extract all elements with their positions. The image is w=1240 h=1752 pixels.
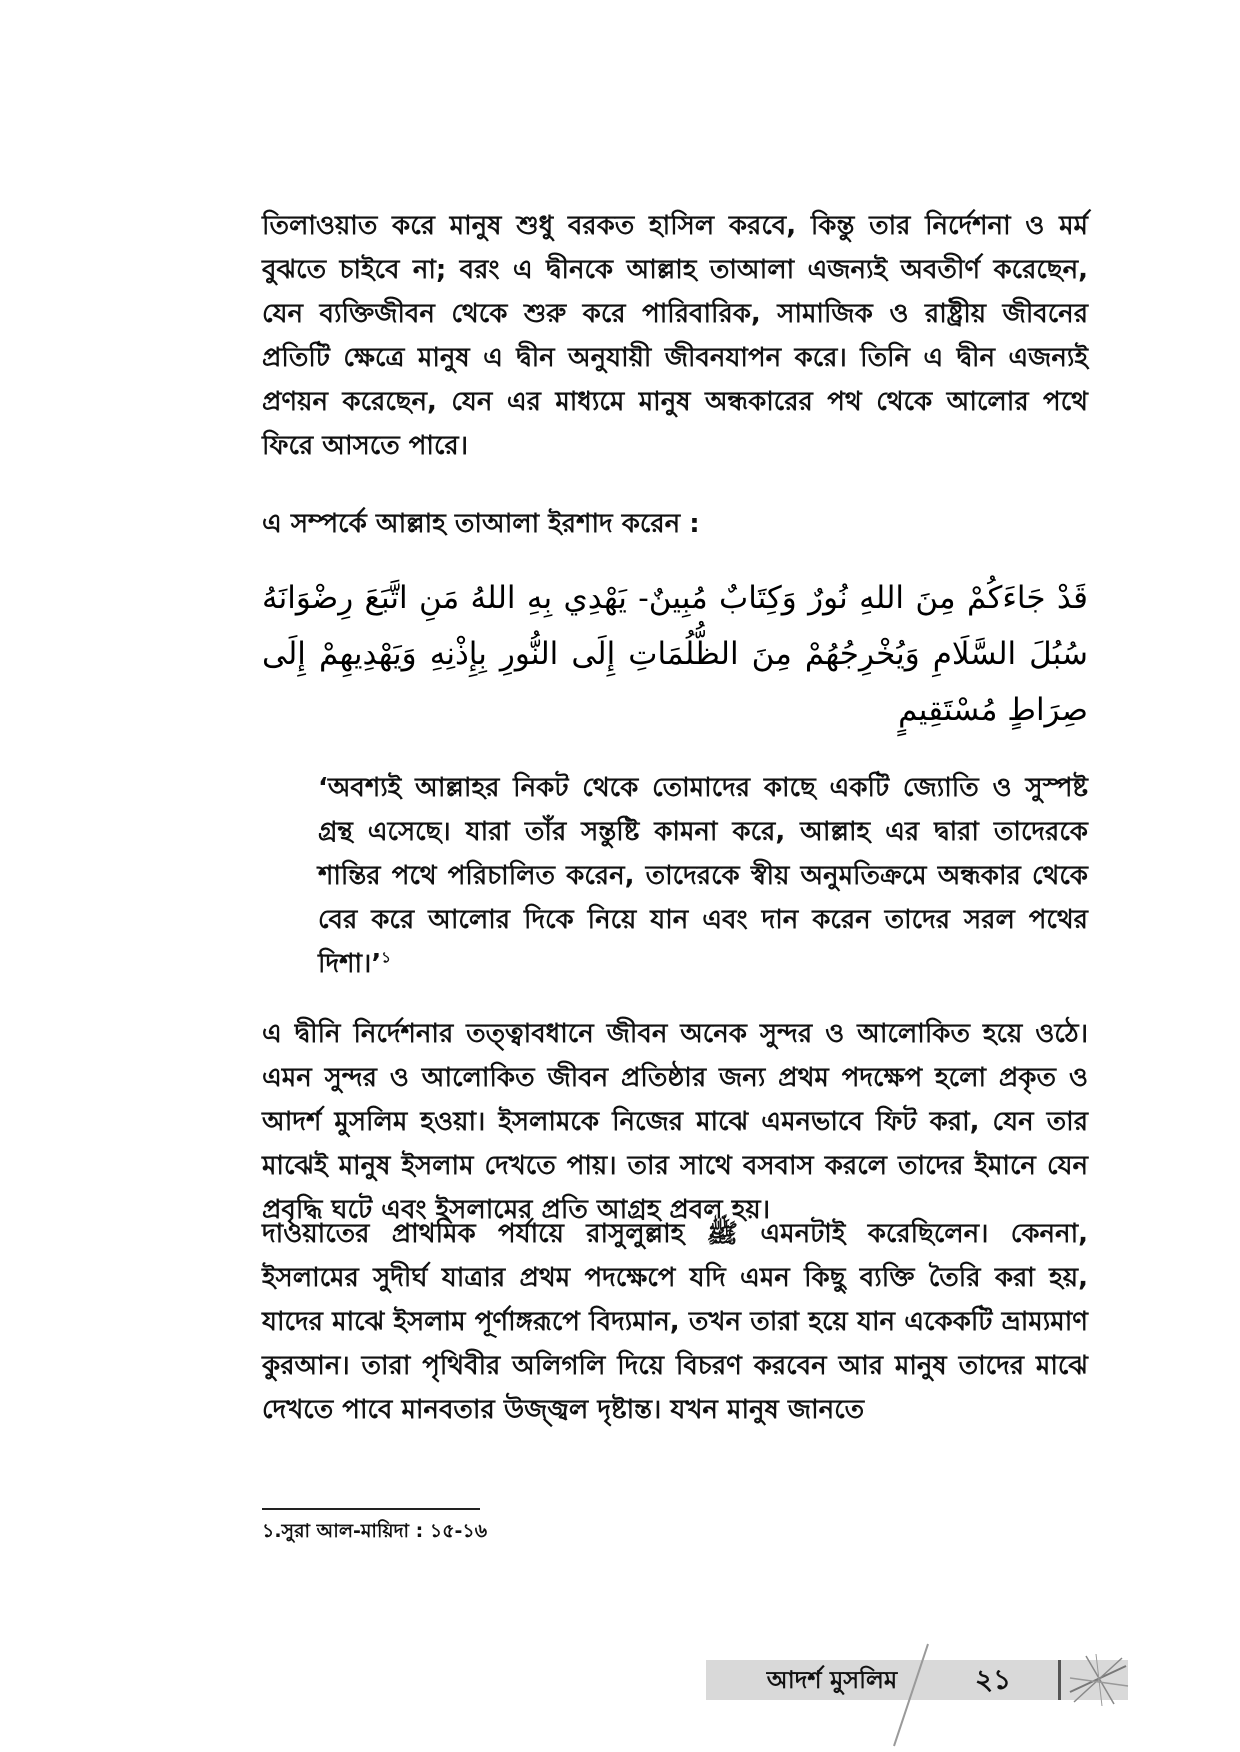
body-paragraph-1: তিলাওয়াত করে মানুষ শুধু বরকত হাসিল করবে, কিন্তু তার নির্দেশনা ও মর্ম বুঝতে চাইবে না; বরং এ দ্বীনকে আল্লাহ তাআলা এজন্যই অবতীর্ণ করেছেন, যেন ব্যক্তিজীবন থেকে শুরু করে পারিবারিক, সামাজিক ও রাষ্ট্রীয় জীবনের প্রতিটি ক্ষেত্রে মানুষ এ দ্বীন অনুযায়ী জীবনযাপন করে। তিনি এ দ্বীন এজন্যই প্রণয়ন করেছেন, যেন এর মাধ্যমে মানুষ অন্ধকারের পথ থেকে আলোর পথে ফিরে আসতে পারে। (262, 211, 1088, 461)
running-title: আদর্শ মুসলিম (766, 1666, 898, 1694)
footer-divider (1058, 1660, 1061, 1700)
body-paragraph-4: দাওয়াতের প্রাথমিক পর্যায়ে রাসুলুল্লাহ ﷺ এমনটাই করেছিলেন। কেননা, ইসলামের সুদীর্ঘ যাত্রার প্রথম পদক্ষেপে যদি এমন কিছু ব্যক্তি তৈরি করা হয়, যাদের মাঝে ইসলাম পূর্ণাঙ্গরূপে বিদ্যমান, তখন তারা হয়ে যান একেকটি ভ্রাম্যমাণ কুরআন। তারা পৃথিবীর অলিগলি দিয়ে বিচরণ করবেন আর মানুষ তাদের মাঝে দেখতে পাবে মানবতার উজ্জ্বল দৃষ্টান্ত। যখন মানুষ জানতে (262, 1219, 1088, 1425)
arabic-verse: قَدْ جَاءَكُمْ مِنَ اللهِ نُورٌ وَكِتَابٌ مُبِينٌ- يَهْدِي بِهِ اللهُ مَنِ اتَّبَعَ رِضْوَانَهُ سُبُلَ السَّلَامِ وَيُخْرِجُهُمْ مِنَ الظُّلُمَاتِ إِلَى النُّورِ بِإِذْنِهِ وَيَهْدِيهِمْ إِلَى صِرَاطٍ مُسْتَقِيمٍ (262, 580, 1088, 728)
page-number: ২১ (974, 1663, 1012, 1696)
footnote: ১.সুরা আল-মায়িদা : ১৫-১৬ (262, 1520, 488, 1542)
quote-introduction: এ সম্পর্কে আল্লাহ তাআলা ইরশাদ করেন : (262, 509, 700, 539)
corner-ornament-icon (1066, 1652, 1130, 1708)
verse-translation-text: ‘অবশ্যই আল্লাহর নিকট থেকে তোমাদের কাছে একটি জ্যোতি ও সুস্পষ্ট গ্রন্থ এসেছে। যারা তাঁর সন্তুষ্টি কামনা করে, আল্লাহ এর দ্বারা তাদেরকে শান্তির পথে পরিচালিত করেন, তাদেরকে স্বীয় অনুমতিক্রমে অন্ধকার থেকে বের করে আলোর দিকে নিয়ে যান এবং দান করেন তাদের সরল পথের দিশা।’ (318, 773, 1088, 979)
footnote-marker: ১ (381, 948, 391, 967)
footnote-divider (262, 1508, 480, 1510)
verse-translation (318, 766, 1088, 986)
body-paragraph-3: এ দ্বীনি নির্দেশনার তত্ত্বাবধানে জীবন অনেক সুন্দর ও আলোকিত হয়ে ওঠে। এমন সুন্দর ও আলোকিত জীবন প্রতিষ্ঠার জন্য প্রথম পদক্ষেপ হলো প্রকৃত ও আদর্শ মুসলিম হওয়া। ইসলামকে নিজের মাঝে এমনভাবে ফিট করা, যেন তার মাঝেই মানুষ ইসলাম দেখতে পায়। তার সাথে বসবাস করলে তাদের ইমানে যেন প্রবৃদ্ধি ঘটে এবং ইসলামের প্রতি আগ্রহ প্রবল হয়। (262, 1019, 1088, 1225)
